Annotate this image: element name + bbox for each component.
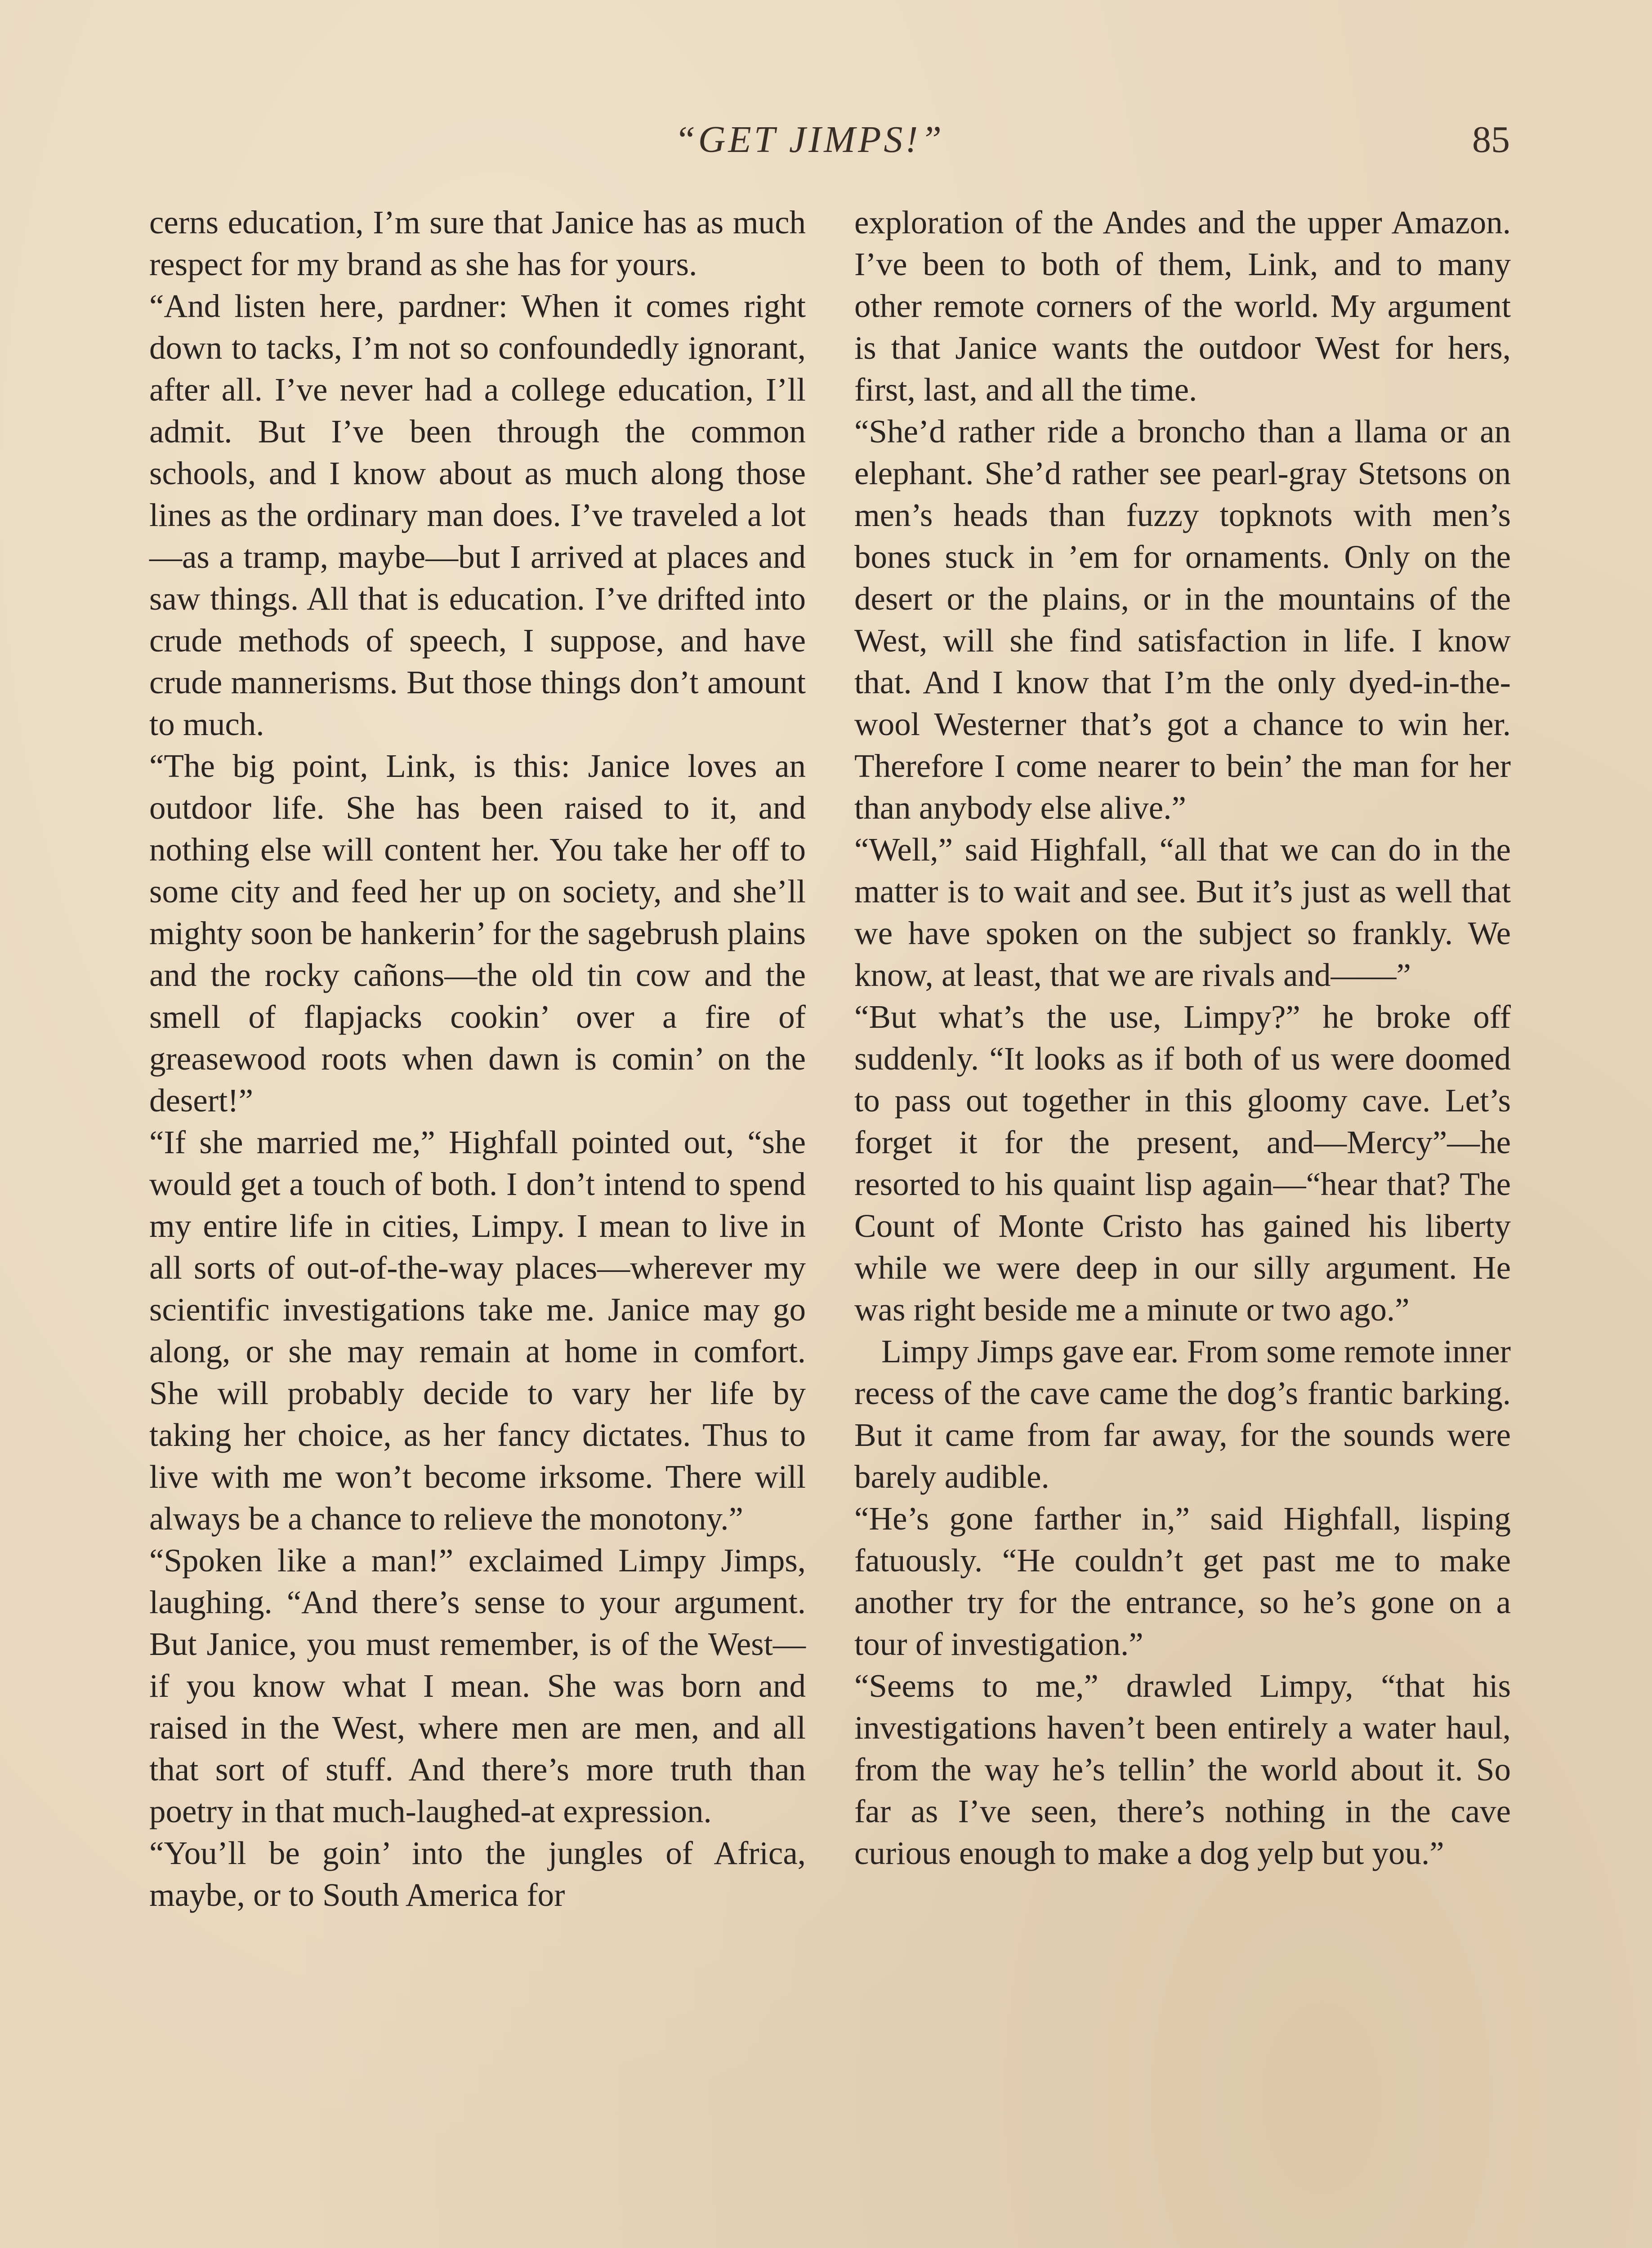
paragraph: “She’d rather ride a broncho than a llama or an elephant. She’d rather see pearl-gray Stetsons on men’s heads than fuzzy topknots with men’s bones stuck in ’em for ornaments. Only on the desert or the plains, or in the mountains of the West, will she find satisfaction in life. I know that. And I know that I’m the only dyed-in-the-wool Westerner that’s got a chance to win her. Therefore I come nearer to bein’ the man for her than anybody else alive.” bbox=[854, 413, 1511, 826]
paragraph: exploration of the Andes and the upper Amazon. I’ve been to both of them, Link, and to many other remote corners of the world. My argument is that Janice wants the outdoor West for hers, first, last, and all the time. bbox=[854, 204, 1511, 408]
paragraph: “He’s gone farther in,” said Highfall, lisping fatuously. “He couldn’t get past me to make another try for the entrance, so he’s gone on a tour of investigation.” bbox=[854, 1500, 1511, 1662]
page-number: 85 bbox=[1472, 119, 1510, 161]
paragraph: “And listen here, pardner: When it comes right down to tacks, I’m not so confoundedly ignorant, after all. I’ve never had a college education, I’ll admit. But I’ve been through the common schools, and I know about as much along those lines as the ordinary man does. I’ve traveled a lot—as a tramp, maybe—but I arrived at places and saw things. All that is education. I’ve drifted into crude methods of speech, I suppose, and have crude mannerisms. But those things don’t amount to much. bbox=[149, 288, 806, 742]
paragraph: “You’ll be goin’ into the jungles of Africa, maybe, or to South America for bbox=[149, 1835, 806, 1913]
running-head bbox=[0, 118, 1652, 167]
right-column bbox=[854, 201, 1511, 1874]
paragraph: “Seems to me,” drawled Limpy, “that his investigations haven’t been entirely a water haul, from the way he’s tellin’ the world about it. So far as I’ve seen, there’s nothing in the cave curious enough to make a dog yelp but you.” bbox=[854, 1668, 1511, 1871]
paragraph: “If she married me,” Highfall pointed out, “she would get a touch of both. I don’t intend to spend my entire life in cities, Limpy. I mean to live in all sorts of out-of-the-way places—wherever my scientific investigations take me. Janice may go along, or she may remain at home in comfort. She will probably decide to vary her life by taking her choice, as her fancy dictates. Thus to live with me won’t become irksome. There will always be a chance to relieve the monotony.” bbox=[149, 1124, 806, 1537]
paragraph: cerns education, I’m sure that Janice has as much respect for my brand as she has for yours. bbox=[149, 204, 806, 282]
paragraph: “Well,” said Highfall, “all that we can do in the matter is to wait and see. But it’s just as well that we have spoken on the subject so frankly. We know, at least, that we are rivals and——” bbox=[854, 831, 1511, 993]
running-title: “GET JIMPS!” bbox=[674, 119, 945, 161]
paragraph: Limpy Jimps gave ear. From some remote inner recess of the cave came the dog’s frantic barking. But it came from far away, for the sounds were barely audible. bbox=[854, 1333, 1511, 1495]
paragraph: “But what’s the use, Limpy?” he broke off suddenly. “It looks as if both of us were doomed to pass out together in this gloomy cave. Let’s forget it for the present, and—Mercy”—he resorted to his quaint lisp again—“hear that? The Count of Monte Cristo has gained his liberty while we were deep in our silly argument. He was right beside me a minute or two ago.” bbox=[854, 999, 1511, 1328]
left-column bbox=[149, 201, 806, 1916]
paragraph: “The big point, Link, is this: Janice loves an outdoor life. She has been raised to it, and nothing else will content her. You take her off to some city and feed her up on society, and she’ll mighty soon be hankerin’ for the sagebrush plains and the rocky cañons—the old tin cow and the smell of flapjacks cookin’ over a fire of greasewood roots when dawn is comin’ on the desert!” bbox=[149, 748, 806, 1119]
paragraph: “Spoken like a man!” exclaimed Limpy Jimps, laughing. “And there’s sense to your argument. But Janice, you must remember, is of the West—if you know what I mean. She was born and raised in the West, where men are men, and all that sort of stuff. And there’s more truth than poetry in that much-laughed-at expression. bbox=[149, 1542, 806, 1829]
